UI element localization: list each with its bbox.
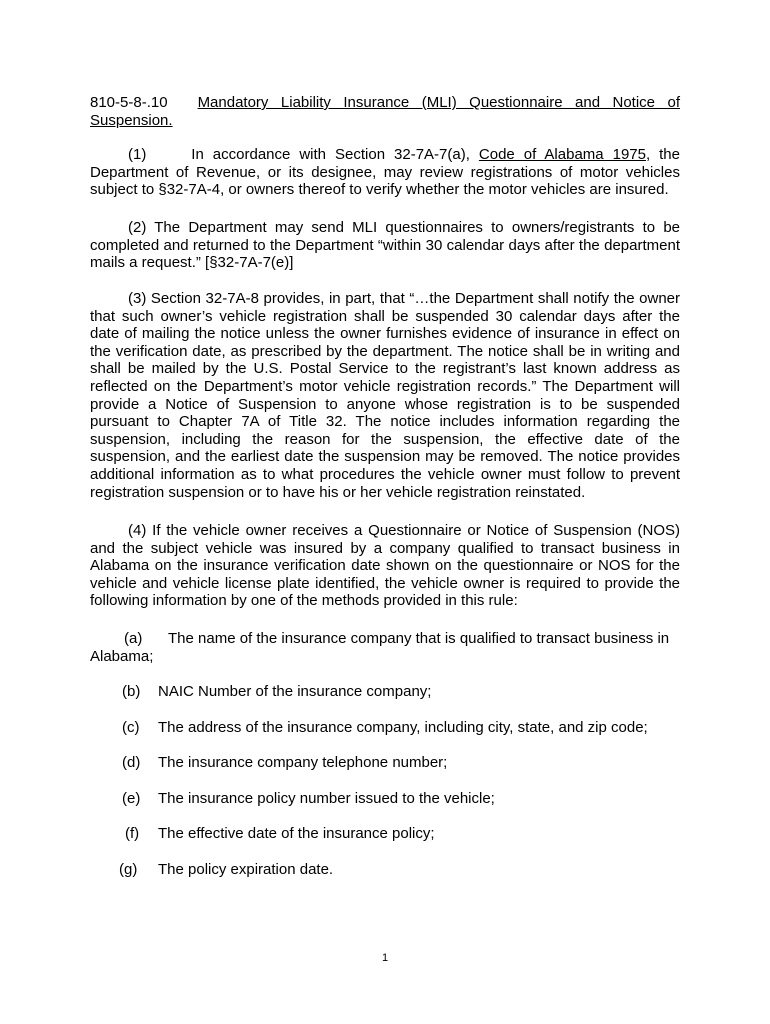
list-item-text: The name of the insurance company that is qualified to transact business in Alabama; [90, 630, 670, 665]
list-item-label: (c) [122, 719, 140, 736]
paragraph-3: (3) Section 32-7A-8 provides, in part, that “…the Department shall notify the owner that such owner’s vehicle registration shall be suspended 30 calendar days after the date of mailing the notice unless the owner furnishes evidence of insurance in effect on the verification date, as prescribed by the department. The notice shall be in writing and shall be mailed by the U.S. Postal Service to the registrant’s last known address as reflected on the Department’s motor vehicle registration records.” The Department will provide a Notice of Suspension to anyone whose registration is to be suspended pursuant to Chapter 7A of Title 32. The notice includes information regarding the suspension, including the reason for the suspension, the effective date of the suspension, and the earliest date the suspension may be removed. The notice provides additional information as to what procedures the vehicle owner must follow to prevent registration suspension or to have his or her vehicle registration reinstated. [90, 290, 680, 501]
paragraph-1-rest: , the Department of Revenue, or its designee, may review registrations of motor vehicles subject to §32-7A-4, or owners thereof to verify whether the motor vehicles are insured. [90, 146, 680, 199]
section-title: Mandatory Liability Insurance (MLI) Questionnaire and Notice of Suspension. [90, 94, 680, 129]
list-item-text: The insurance company telephone number; [158, 754, 448, 771]
section-heading [90, 94, 680, 130]
list-item-a [90, 630, 680, 665]
list-item-label: (b) [122, 683, 141, 700]
code-citation: Code of Alabama 1975 [478, 146, 646, 163]
paragraph-1 [90, 146, 680, 199]
list-item-label: (a) [124, 630, 143, 647]
list-item-g [119, 861, 679, 879]
paragraph-1-lead: (1) In accordance with Section 32-7A-7(a), [128, 146, 479, 163]
list-item-e [122, 790, 682, 808]
list-item-text: The effective date of the insurance policy; [158, 825, 435, 842]
list-item-b [122, 683, 682, 701]
list-item-label: (f) [125, 825, 140, 842]
section-number: 810-5-8-.10 [90, 94, 168, 111]
list-item-text: NAIC Number of the insurance company; [158, 683, 432, 700]
list-item-text: The policy expiration date. [158, 861, 334, 878]
paragraph-2: (2) The Department may send MLI questionnaires to owners/registrants to be completed and returned to the Department “within 30 calendar days after the department mails a request.” [§32-7A-7(e)] [90, 219, 680, 272]
list-item-text: The insurance policy number issued to the vehicle; [158, 790, 495, 807]
list-item-text: The address of the insurance company, including city, state, and zip code; [158, 719, 648, 736]
list-item-f [122, 825, 682, 843]
paragraph-4: (4) If the vehicle owner receives a Questionnaire or Notice of Suspension (NOS) and the subject vehicle was insured by a company qualified to transact business in Alabama on the insurance verification date shown on the questionnaire or NOS for the vehicle and vehicle license plate identified, the vehicle owner is required to provide the following information by one of the methods provided in this rule: [90, 522, 680, 610]
list-item-label: (e) [122, 790, 141, 807]
list-item-d [122, 754, 682, 772]
list-item-label: (g) [119, 861, 138, 878]
page-number: 1 [381, 952, 389, 964]
list-item-label: (d) [122, 754, 141, 771]
list-item-c [122, 719, 682, 737]
